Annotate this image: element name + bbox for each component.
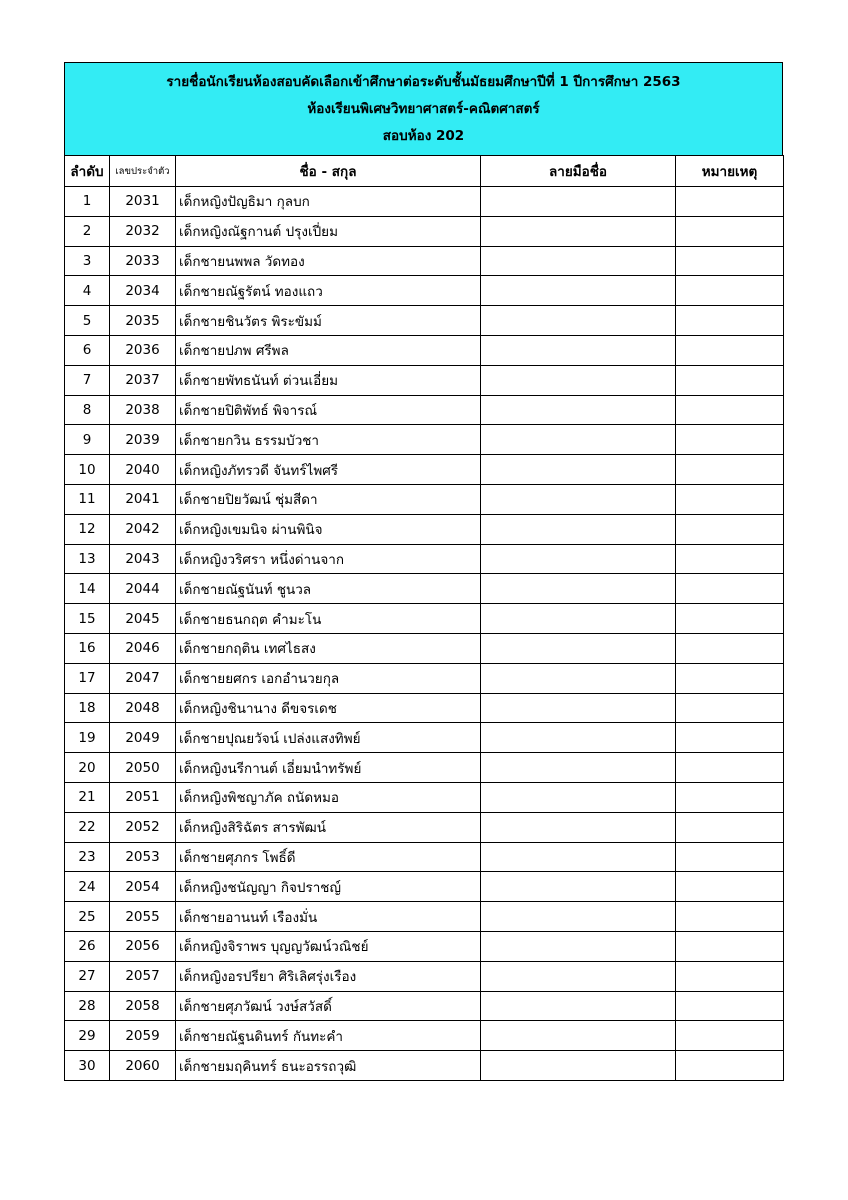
row-exam-id: 2037 — [110, 365, 176, 395]
row-signature-cell — [481, 216, 676, 246]
row-student-name: เด็กหญิงสิริฉัตร สารพัฒน์ — [176, 812, 481, 842]
row-remarks-cell — [676, 753, 784, 783]
row-signature-cell — [481, 842, 676, 872]
row-student-name: เด็กชายณัฐรัตน์ ทองแถว — [176, 276, 481, 306]
row-exam-id: 2049 — [110, 723, 176, 753]
exam-room-sheet — [64, 62, 783, 1081]
row-order: 8 — [65, 395, 110, 425]
row-exam-id: 2048 — [110, 693, 176, 723]
table-row — [65, 187, 784, 217]
table-row — [65, 395, 784, 425]
row-signature-cell — [481, 455, 676, 485]
row-student-name: เด็กชายปิยวัฒน์ ชุ่มสีดา — [176, 484, 481, 514]
row-exam-id: 2047 — [110, 663, 176, 693]
row-exam-id: 2031 — [110, 187, 176, 217]
table-row — [65, 365, 784, 395]
row-signature-cell — [481, 306, 676, 336]
table-row — [65, 663, 784, 693]
table-row — [65, 216, 784, 246]
table-row — [65, 604, 784, 634]
row-remarks-cell — [676, 216, 784, 246]
row-exam-id: 2038 — [110, 395, 176, 425]
row-signature-cell — [481, 425, 676, 455]
row-remarks-cell — [676, 306, 784, 336]
row-student-name: เด็กชายมฤคินทร์ ธนะอรรถวุฒิ — [176, 1051, 481, 1081]
row-remarks-cell — [676, 693, 784, 723]
row-exam-id: 2054 — [110, 872, 176, 902]
row-student-name: เด็กชายณัฐนันท์ ชูนวล — [176, 574, 481, 604]
table-row — [65, 574, 784, 604]
table-row — [65, 902, 784, 932]
table-row — [65, 544, 784, 574]
row-student-name: เด็กชายปภพ ศรีพล — [176, 335, 481, 365]
row-exam-id: 2055 — [110, 902, 176, 932]
title-line-3: สอบห้อง 202 — [382, 128, 465, 144]
row-remarks-cell — [676, 514, 784, 544]
row-exam-id: 2041 — [110, 484, 176, 514]
row-remarks-cell — [676, 633, 784, 663]
table-row — [65, 633, 784, 663]
table-row — [65, 335, 784, 365]
row-order: 22 — [65, 812, 110, 842]
table-row — [65, 276, 784, 306]
row-student-name: เด็กชายกวิน ธรรมบัวชา — [176, 425, 481, 455]
row-order: 17 — [65, 663, 110, 693]
row-signature-cell — [481, 574, 676, 604]
row-signature-cell — [481, 902, 676, 932]
row-order: 14 — [65, 574, 110, 604]
row-remarks-cell — [676, 1051, 784, 1081]
row-student-name: เด็กหญิงพิชญาภัค ถนัดหมอ — [176, 782, 481, 812]
row-student-name: เด็กชายกฤติน เทศไธสง — [176, 633, 481, 663]
row-signature-cell — [481, 246, 676, 276]
row-signature-cell — [481, 544, 676, 574]
row-exam-id: 2032 — [110, 216, 176, 246]
row-exam-id: 2056 — [110, 931, 176, 961]
row-remarks-cell — [676, 425, 784, 455]
table-row — [65, 991, 784, 1021]
row-signature-cell — [481, 931, 676, 961]
row-signature-cell — [481, 604, 676, 634]
row-student-name: เด็กหญิงวริศรา หนึ่งด่านจาก — [176, 544, 481, 574]
row-order: 24 — [65, 872, 110, 902]
row-signature-cell — [481, 991, 676, 1021]
row-student-name: เด็กหญิงจิราพร บุญญวัฒน์วณิชย์ — [176, 931, 481, 961]
row-student-name: เด็กหญิงภัทรวดี จันทร์ไพศรี — [176, 455, 481, 485]
table-row — [65, 812, 784, 842]
column-header-exam-id: เลขประจำตัว — [110, 156, 176, 187]
row-signature-cell — [481, 633, 676, 663]
table-row — [65, 723, 784, 753]
row-remarks-cell — [676, 187, 784, 217]
row-remarks-cell — [676, 872, 784, 902]
row-student-name: เด็กชายชินวัตร พิระขัมม์ — [176, 306, 481, 336]
row-exam-id: 2034 — [110, 276, 176, 306]
row-student-name: เด็กหญิงเขมนิจ ผ่านพินิจ — [176, 514, 481, 544]
row-exam-id: 2059 — [110, 1021, 176, 1051]
row-student-name: เด็กชายอานนท์ เรืองมั่น — [176, 902, 481, 932]
row-student-name: เด็กหญิงชินานาง ดีขจรเดช — [176, 693, 481, 723]
row-remarks-cell — [676, 1021, 784, 1051]
row-order: 5 — [65, 306, 110, 336]
table-row — [65, 425, 784, 455]
row-remarks-cell — [676, 723, 784, 753]
row-student-name: เด็กหญิงณัฐกานต์ ปรุงเปี่ยม — [176, 216, 481, 246]
row-order: 12 — [65, 514, 110, 544]
row-exam-id: 2045 — [110, 604, 176, 634]
row-order: 18 — [65, 693, 110, 723]
table-row — [65, 484, 784, 514]
column-header-remarks: หมายเหตุ — [676, 156, 784, 187]
row-remarks-cell — [676, 931, 784, 961]
row-remarks-cell — [676, 842, 784, 872]
row-signature-cell — [481, 395, 676, 425]
row-exam-id: 2044 — [110, 574, 176, 604]
row-order: 25 — [65, 902, 110, 932]
row-remarks-cell — [676, 335, 784, 365]
title-line-1: รายชื่อนักเรียนห้องสอบคัดเลือกเข้าศึกษาต่อระดับชั้นมัธยมศึกษาปีที่ 1 ปีการศึกษา 2563 — [166, 74, 681, 90]
row-signature-cell — [481, 365, 676, 395]
row-student-name: เด็กชายปุณยวัจน์ เปล่งแสงทิพย์ — [176, 723, 481, 753]
row-exam-id: 2050 — [110, 753, 176, 783]
title-banner — [64, 62, 783, 155]
row-remarks-cell — [676, 961, 784, 991]
row-order: 9 — [65, 425, 110, 455]
row-signature-cell — [481, 812, 676, 842]
row-order: 11 — [65, 484, 110, 514]
column-header-signature: ลายมือชื่อ — [481, 156, 676, 187]
row-signature-cell — [481, 782, 676, 812]
row-student-name: เด็กชายศุภวัฒน์ วงษ์สวัสดิ์ — [176, 991, 481, 1021]
row-order: 21 — [65, 782, 110, 812]
row-signature-cell — [481, 514, 676, 544]
row-signature-cell — [481, 961, 676, 991]
table-row — [65, 306, 784, 336]
row-signature-cell — [481, 187, 676, 217]
table-row — [65, 1021, 784, 1051]
row-student-name: เด็กชายณัฐนดินทร์ กันทะคำ — [176, 1021, 481, 1051]
row-signature-cell — [481, 335, 676, 365]
row-order: 6 — [65, 335, 110, 365]
row-signature-cell — [481, 723, 676, 753]
row-remarks-cell — [676, 246, 784, 276]
table-row — [65, 455, 784, 485]
row-exam-id: 2046 — [110, 633, 176, 663]
row-order: 29 — [65, 1021, 110, 1051]
row-signature-cell — [481, 663, 676, 693]
row-remarks-cell — [676, 365, 784, 395]
row-student-name: เด็กหญิงชนัญญา กิจปราชญ์ — [176, 872, 481, 902]
table-row — [65, 693, 784, 723]
row-order: 28 — [65, 991, 110, 1021]
row-order: 4 — [65, 276, 110, 306]
row-remarks-cell — [676, 395, 784, 425]
row-remarks-cell — [676, 455, 784, 485]
table-row — [65, 514, 784, 544]
row-exam-id: 2043 — [110, 544, 176, 574]
column-header-name: ชื่อ - สกุล — [176, 156, 481, 187]
row-remarks-cell — [676, 991, 784, 1021]
row-order: 19 — [65, 723, 110, 753]
table-row — [65, 931, 784, 961]
row-exam-id: 2058 — [110, 991, 176, 1021]
table-row — [65, 842, 784, 872]
row-signature-cell — [481, 276, 676, 306]
title-line-2: ห้องเรียนพิเศษวิทยาศาสตร์-คณิตศาสตร์ — [307, 101, 540, 117]
row-remarks-cell — [676, 663, 784, 693]
row-order: 26 — [65, 931, 110, 961]
row-signature-cell — [481, 484, 676, 514]
row-order: 1 — [65, 187, 110, 217]
table-row — [65, 753, 784, 783]
table-row — [65, 782, 784, 812]
table-header-row — [65, 156, 784, 187]
row-signature-cell — [481, 872, 676, 902]
row-signature-cell — [481, 753, 676, 783]
row-order: 10 — [65, 455, 110, 485]
row-signature-cell — [481, 693, 676, 723]
row-exam-id: 2052 — [110, 812, 176, 842]
row-exam-id: 2036 — [110, 335, 176, 365]
row-exam-id: 2051 — [110, 782, 176, 812]
row-signature-cell — [481, 1051, 676, 1081]
row-remarks-cell — [676, 782, 784, 812]
row-student-name: เด็กชายธนกฤต คำมะโน — [176, 604, 481, 634]
row-exam-id: 2060 — [110, 1051, 176, 1081]
student-table — [64, 155, 784, 1081]
row-order: 13 — [65, 544, 110, 574]
row-exam-id: 2033 — [110, 246, 176, 276]
row-remarks-cell — [676, 812, 784, 842]
row-order: 30 — [65, 1051, 110, 1081]
row-order: 20 — [65, 753, 110, 783]
row-remarks-cell — [676, 544, 784, 574]
row-student-name: เด็กหญิงปัญธิมา กุลบก — [176, 187, 481, 217]
row-exam-id: 2039 — [110, 425, 176, 455]
table-row — [65, 1051, 784, 1081]
row-exam-id: 2053 — [110, 842, 176, 872]
row-remarks-cell — [676, 276, 784, 306]
row-remarks-cell — [676, 902, 784, 932]
table-row — [65, 872, 784, 902]
row-student-name: เด็กชายพัทธนันท์ ต่วนเอี่ยม — [176, 365, 481, 395]
row-remarks-cell — [676, 484, 784, 514]
row-student-name: เด็กหญิงอรปรียา ศิริเลิศรุ่งเรือง — [176, 961, 481, 991]
row-student-name: เด็กหญิงนรีกานต์ เอี่ยมนำทรัพย์ — [176, 753, 481, 783]
row-order: 16 — [65, 633, 110, 663]
table-row — [65, 961, 784, 991]
row-signature-cell — [481, 1021, 676, 1051]
row-exam-id: 2042 — [110, 514, 176, 544]
row-order: 3 — [65, 246, 110, 276]
row-student-name: เด็กชายยศกร เอกอำนวยกุล — [176, 663, 481, 693]
row-exam-id: 2057 — [110, 961, 176, 991]
row-order: 15 — [65, 604, 110, 634]
row-order: 2 — [65, 216, 110, 246]
row-student-name: เด็กชายศุภกร โพธิ์ดี — [176, 842, 481, 872]
row-order: 7 — [65, 365, 110, 395]
table-row — [65, 246, 784, 276]
row-exam-id: 2035 — [110, 306, 176, 336]
row-remarks-cell — [676, 574, 784, 604]
column-header-order: ลำดับ — [65, 156, 110, 187]
row-student-name: เด็กชายปิติพัทธ์ พิจารณ์ — [176, 395, 481, 425]
row-student-name: เด็กชายนพพล วัดทอง — [176, 246, 481, 276]
row-exam-id: 2040 — [110, 455, 176, 485]
row-remarks-cell — [676, 604, 784, 634]
row-order: 27 — [65, 961, 110, 991]
row-order: 23 — [65, 842, 110, 872]
